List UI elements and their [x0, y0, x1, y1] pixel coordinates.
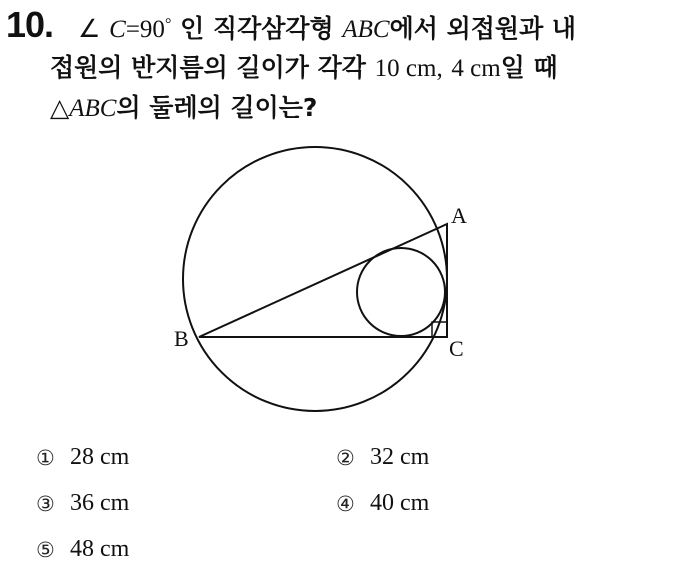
choice-mark-1: ①: [36, 445, 55, 470]
vertex-label-a: A: [451, 203, 467, 228]
circumcircle: [183, 147, 447, 411]
question-number: 10.: [6, 4, 54, 45]
answer-choice-3[interactable]: [36, 490, 129, 517]
answer-choice-4[interactable]: [336, 490, 429, 517]
vertex-label-b: B: [174, 326, 189, 351]
question-text-1b: 에서 외접원과 내: [389, 14, 577, 43]
choice-value-1: 28 cm: [70, 444, 130, 470]
choice-value-5: 48 cm: [70, 536, 130, 562]
geometry-figure: [160, 138, 490, 420]
value-separator: ,: [436, 55, 443, 82]
question-line-1: [78, 9, 576, 46]
triangle-symbol: △: [50, 95, 70, 122]
angle-value: =90: [125, 16, 165, 43]
question-text-3: 의 둘레의 길이는?: [116, 93, 318, 122]
question-text-2a: 접원의 반지름의 길이가 각각: [50, 53, 366, 82]
question-line-2: [50, 52, 558, 85]
vertex-label-c: C: [449, 336, 464, 361]
angle-vertex-c: C: [109, 16, 126, 43]
triangle-name: ABC: [342, 16, 390, 43]
angle-symbol: ∠: [78, 16, 101, 43]
choice-mark-5: ⑤: [36, 537, 55, 562]
choice-mark-3: ③: [36, 491, 55, 516]
choice-value-2: 32 cm: [370, 444, 430, 470]
right-triangle-abc: [199, 224, 447, 337]
question-text-1a: 인 직각삼각형: [180, 14, 334, 43]
choice-mark-2: ②: [336, 445, 355, 470]
degree-symbol: °: [164, 16, 172, 33]
choice-value-4: 40 cm: [370, 490, 430, 516]
question-text-2b: 일 때: [500, 53, 558, 82]
choice-mark-4: ④: [336, 491, 355, 516]
inradius-value: 4 cm: [451, 55, 501, 82]
question-line-3: [50, 92, 317, 125]
circumradius-value: 10 cm: [374, 55, 437, 82]
answer-choice-2[interactable]: [336, 444, 429, 471]
triangle-name-2: ABC: [69, 95, 117, 122]
answer-choice-5[interactable]: [36, 536, 129, 563]
choice-value-3: 36 cm: [70, 490, 130, 516]
answer-choice-1[interactable]: [36, 444, 129, 471]
